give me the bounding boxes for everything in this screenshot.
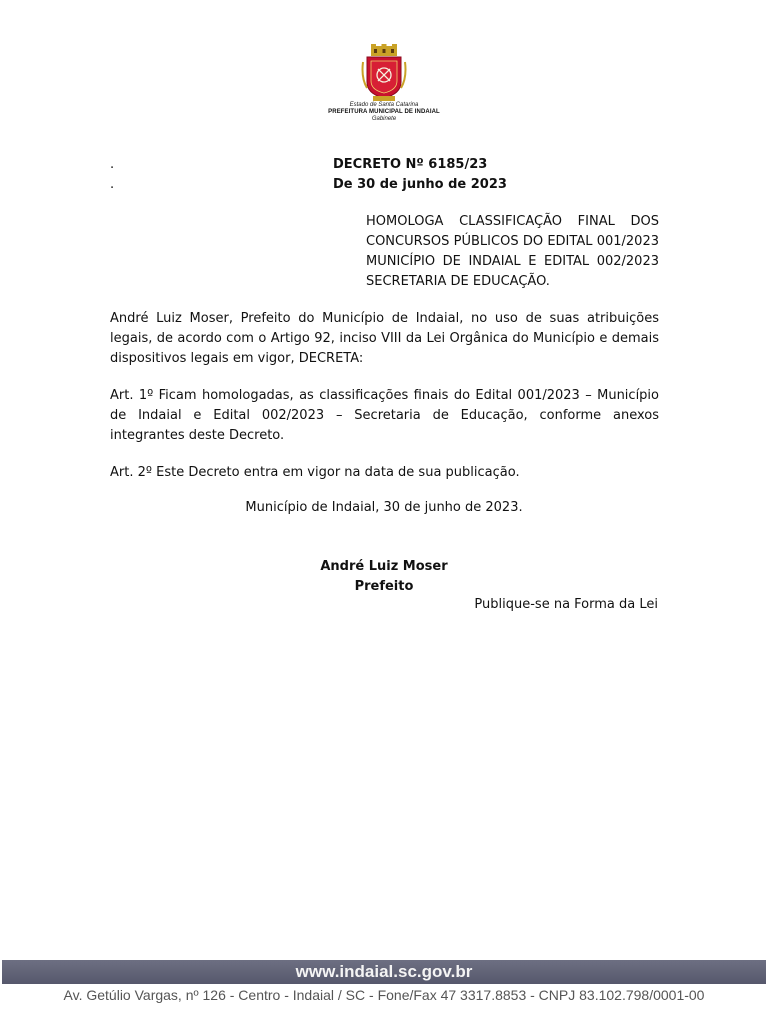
heading-marker: .	[110, 177, 115, 192]
footer-address: Av. Getúlio Vargas, nº 126 - Centro - Indaial / SC - Fone/Fax 47 3317.8853 - CNPJ 83.102.798/0001-00	[63, 987, 705, 1003]
municipal-coat-of-arms-icon	[361, 44, 407, 102]
preamble-paragraph: André Luiz Moser, Prefeito do Município de Indaial, no uso de suas atribuições legais, de acordo com o Artigo 92, inciso VIII da Lei Orgânica do Município e demais dispositivos legais em vigor, DECRETA:	[110, 311, 659, 366]
decree-summary: HOMOLOGA CLASSIFICAÇÃO FINAL DOS CONCURSOS PÚBLICOS DO EDITAL 001/2023 MUNICÍPIO DE INDAIAL E EDITAL 002/2023 SECRETARIA DE EDUCAÇÃO.	[366, 214, 659, 289]
heading-marker: .	[110, 157, 115, 172]
publication-note: Publique-se na Forma da Lei	[474, 597, 658, 612]
signatory-title: Prefeito	[354, 579, 414, 594]
article-1: Art. 1º Ficam homologadas, as classificações finais do Edital 001/2023 – Município de Indaial e Edital 002/2023 – Secretaria de Educação, conforme anexos integrantes deste Decreto.	[110, 388, 659, 443]
office-name: Gabinete	[371, 116, 397, 122]
signatory-name: André Luiz Moser	[320, 559, 448, 574]
municipality-name: PREFEITURA MUNICIPAL DE INDAIAL	[328, 109, 440, 115]
place-and-date: Município de Indaial, 30 de junho de 2023.	[245, 500, 523, 515]
footer-website: www.indaial.sc.gov.br	[295, 962, 473, 981]
letterhead	[300, 44, 468, 123]
article-2: Art. 2º Este Decreto entra em vigor na data de sua publicação.	[110, 465, 520, 480]
decree-date: De 30 de junho de 2023	[333, 177, 507, 192]
decree-number: DECRETO Nº 6185/23	[333, 157, 488, 172]
state-name: Estado de Santa Catarina	[349, 102, 419, 108]
